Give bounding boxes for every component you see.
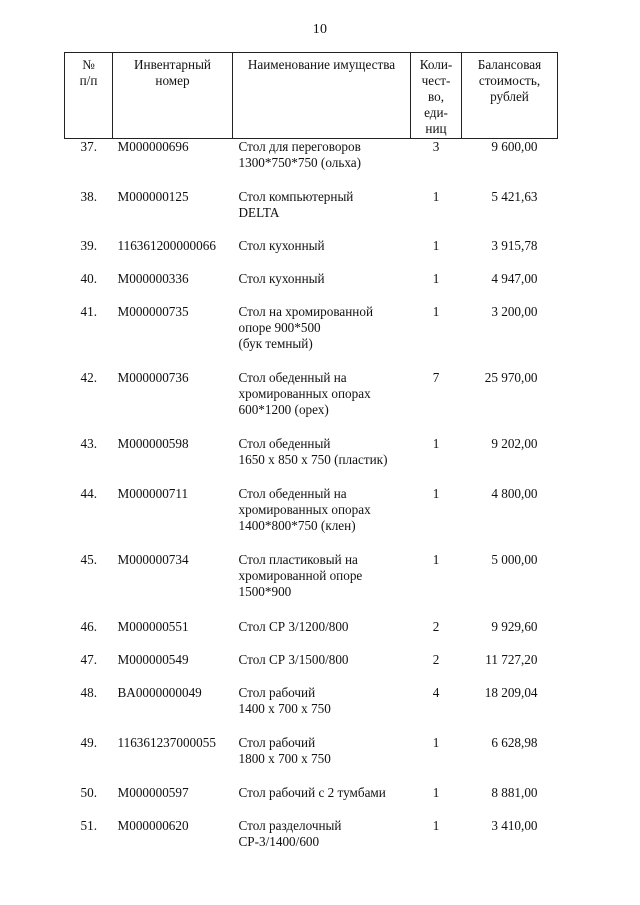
item-name-line: Стол компьютерный [238,188,354,204]
item-name-line: Стол пластиковый на [238,551,358,567]
inventory-number: 116361200000066 [117,237,216,253]
quantity: 1 [432,551,440,567]
balance-cost: 9 202,00 [491,435,538,451]
quantity: 1 [432,303,440,319]
item-name [233,370,411,436]
item-name-line: Стол СР 3/1200/800 [238,618,349,634]
balance-cost: 5 421,63 [491,188,538,204]
item-name-line: 1300*750*750 (ольха) [238,155,361,170]
quantity: 3 [432,139,440,154]
item-name-line: опоре 900*500 [238,319,321,335]
item-name-line: Стол обеденный на [238,369,347,385]
header-inventory-number [113,53,233,139]
header-quantity-line: еди- [424,105,448,120]
table-row [65,818,558,868]
row-number: 44. [80,485,97,501]
header-quantity-line: во, [427,89,445,104]
table-row [65,304,558,370]
header-number-line: п/п [79,73,98,88]
row-number: 38. [80,188,97,204]
table-row [65,139,558,189]
quantity: 7 [432,369,440,385]
balance-cost: 25 970,00 [484,369,538,385]
table-row [65,238,558,271]
quantity: 1 [432,817,440,833]
item-name-line: хромированной опоре [238,567,363,583]
balance-cost: 3 915,78 [491,237,538,253]
inventory-number: M000000620 [117,817,189,833]
item-name-line: 600*1200 (орех) [238,401,329,417]
item-name-line: Стол кухонный [238,270,325,286]
inventory-number: M000000125 [117,188,189,204]
item-name-line: DELTA [238,204,280,220]
item-name-line: СР-3/1400/600 [238,833,320,849]
table-header [65,53,558,139]
row-number: 39. [80,237,97,253]
table-row [65,552,558,619]
table-row [65,436,558,486]
item-name-line: Стол обеденный на [238,485,347,501]
item-name-line: 1400 x 700 x 750 [238,700,331,716]
header-number-line: № [82,57,95,72]
row-number: 43. [80,435,97,451]
header-quantity-line: ниц [425,121,447,136]
balance-cost: 5 000,00 [491,551,538,567]
header-balance-cost [462,53,558,139]
item-name-line: 1800 x 700 x 750 [238,750,331,766]
balance-cost: 11 727,20 [485,651,538,667]
row-number: 51. [80,817,97,833]
item-name-line: Стол рабочий [238,684,316,700]
table-row [65,685,558,735]
table-body [65,139,558,868]
balance-cost: 9 929,60 [491,618,538,634]
quantity: 1 [432,270,440,286]
header-inventory-line: номер [155,73,190,88]
quantity: 1 [432,188,440,204]
item-name-line: Стол рабочий [238,734,316,750]
table-row [65,370,558,436]
balance-cost: 18 209,04 [484,684,538,700]
item-name-line: 1400*800*750 (клен) [238,517,356,533]
inventory-number: M000000551 [117,618,189,634]
item-name-line: 1650 x 850 x 750 (пластик) [238,451,388,467]
header-cost-line: рублей [490,89,529,104]
item-name [233,238,411,271]
quantity: 2 [432,651,440,667]
header-cost-line: стоимость, [478,73,541,88]
row-number: 48. [80,684,97,700]
inventory-number: M000000734 [117,551,189,567]
inventory-number: M000000336 [117,270,189,286]
balance-cost: 8 881,00 [491,784,538,800]
row-number: 45. [80,551,97,567]
quantity: 1 [432,485,440,501]
quantity: 1 [432,435,440,451]
table-row [65,735,558,785]
item-name [233,685,411,735]
inventory-number: M000000736 [117,369,189,385]
item-name [233,271,411,304]
inventory-number: M000000597 [117,784,189,800]
inventory-table [64,52,558,868]
item-name-line: 1500*900 [238,583,292,599]
balance-cost: 3 410,00 [491,817,538,833]
item-name [233,785,411,818]
item-name [233,818,411,868]
item-name [233,652,411,685]
header-quantity-line: чест- [421,73,451,88]
item-name-line: Стол разделочный [238,817,342,833]
balance-cost: 6 628,98 [491,734,538,750]
table-row [65,652,558,685]
header-name-line: Наименование имущества [247,57,396,72]
row-number: 42. [80,369,97,385]
row-number: 47. [80,651,97,667]
inventory-number: M000000696 [117,139,189,154]
item-name-line: Стол для переговоров [238,139,361,154]
row-number: 41. [80,303,97,319]
item-name [233,189,411,238]
item-name-line: хромированных опорах [238,385,371,401]
row-number: 49. [80,734,97,750]
balance-cost: 9 600,00 [491,139,538,154]
header-quantity-line: Коли- [419,57,453,72]
quantity: 4 [432,684,440,700]
table-row [65,486,558,552]
row-number: 37. [80,139,97,154]
item-name-line: Стол СР 3/1500/800 [238,651,349,667]
item-name [233,486,411,552]
inventory-number: BA0000000049 [117,684,202,700]
page-number: 10 [312,22,328,37]
item-name [233,436,411,486]
balance-cost: 3 200,00 [491,303,538,319]
item-name-line: Стол на хромированной [238,303,374,319]
table-row [65,785,558,818]
header-quantity [411,53,462,139]
header-cost-line: Балансовая [477,57,542,72]
item-name-line: Стол кухонный [238,237,325,253]
item-name-line: Стол обеденный [238,435,331,451]
inventory-number: M000000549 [117,651,189,667]
header-number [65,53,113,139]
quantity: 1 [432,734,440,750]
item-name [233,735,411,785]
header-item-name [233,53,411,139]
inventory-number: 116361237000055 [117,734,216,750]
table-row [65,619,558,652]
item-name-line: Стол рабочий с 2 тумбами [238,784,386,800]
header-inventory-line: Инвентарный [134,57,211,72]
item-name [233,304,411,370]
item-name-line: (бук темный) [238,335,313,351]
row-number: 40. [80,270,97,286]
quantity: 2 [432,618,440,634]
balance-cost: 4 947,00 [491,270,538,286]
table-row [65,271,558,304]
item-name-line: хромированных опорах [238,501,371,517]
balance-cost: 4 800,00 [491,485,538,501]
item-name [233,552,411,619]
row-number: 46. [80,618,97,634]
table-row [65,189,558,238]
item-name [233,139,411,189]
inventory-number: M000000598 [117,435,189,451]
quantity: 1 [432,784,440,800]
row-number: 50. [80,784,97,800]
inventory-number: M000000735 [117,303,189,319]
item-name [233,619,411,652]
inventory-number: M000000711 [117,485,189,501]
quantity: 1 [432,237,440,253]
